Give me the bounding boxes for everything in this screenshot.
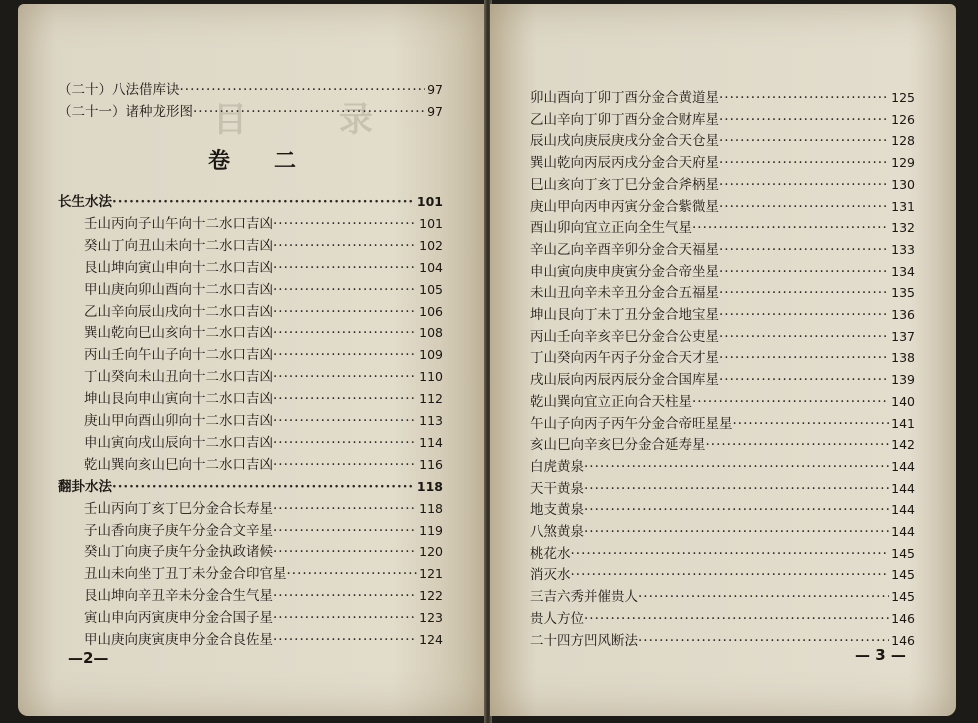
toc-leader-dots (719, 177, 889, 193)
toc-entry (84, 431, 443, 451)
toc-leader-dots (638, 589, 889, 605)
toc-entry-page: 113 (419, 413, 443, 428)
toc-entry-title: 乙山辛向辰山戌向十二水口吉凶 (84, 303, 273, 320)
toc-entry (530, 195, 915, 215)
toc-leader-dots (692, 394, 889, 410)
toc-entry-page: 120 (419, 544, 443, 560)
toc-leader-dots (733, 416, 890, 432)
toc-leader-dots (273, 238, 417, 254)
toc-leader-dots (112, 479, 415, 495)
toc-entry-title: 甲山庚向庚寅庚申分金合良佐星 (84, 632, 273, 648)
toc-entry-title: 翻卦水法 (58, 478, 112, 495)
toc-entry-page: 125 (891, 90, 915, 105)
toc-entry (530, 433, 915, 453)
toc-entry-page: 108 (419, 325, 443, 341)
toc-entry (84, 628, 443, 648)
toc-entry-page: 145 (891, 567, 915, 583)
toc-entry-title: 桃花水 (530, 545, 571, 562)
toc-entry (530, 390, 915, 410)
toc-leader-dots (273, 260, 417, 276)
toc-leader-dots (112, 194, 415, 210)
toc-entry (530, 108, 915, 128)
toc-leader-dots (571, 546, 890, 562)
toc-leader-dots (719, 199, 889, 215)
toc-entry-page: 119 (419, 522, 443, 538)
toc-entry-title: 子山香向庚子庚午分金合文辛星 (84, 522, 273, 539)
toc-entry-title: 辰山戌向庚辰庚戌分金合天仓星 (530, 133, 719, 150)
toc-entry (58, 190, 443, 210)
toc-leader-dots (273, 216, 417, 232)
toc-entry-title: 申山寅向戌山辰向十二水口吉凶 (84, 434, 273, 451)
toc-leader-dots (273, 369, 417, 385)
toc-entry-title: 庚山甲向酉山卯向十二水口吉凶 (84, 413, 273, 429)
toc-entry-title: 癸山丁向庚子庚午分金执政诸候 (84, 544, 273, 561)
toc-entry (84, 365, 443, 385)
toc-leader-dots (273, 588, 417, 604)
toc-entry-title: 寅山申向丙寅庚申分金合国子星 (84, 610, 273, 627)
toc-entry-page: 101 (419, 215, 443, 231)
toc-entry-page: 144 (891, 502, 915, 518)
toc-entry-title: 巽山乾向丙辰丙戌分金合天府星 (530, 155, 719, 172)
toc-leader-dots (273, 544, 417, 560)
toc-entry-title: 卯山酉向丁卯丁酉分金合黄道星 (530, 90, 719, 106)
toc-entry-page: 118 (419, 500, 443, 516)
toc-entry (84, 519, 443, 539)
toc-leader-dots (273, 413, 417, 429)
toc-entry-title: （二十）八法借库诀 (58, 82, 180, 98)
toc-entry-title: 艮山坤向寅山申向十二水口吉凶 (84, 259, 273, 276)
toc-entry (58, 100, 443, 120)
toc-entry-page: 106 (419, 303, 443, 319)
toc-entry-page: 112 (419, 391, 443, 407)
toc-entry-title: 贵人方位 (530, 610, 584, 627)
toc-entry-title: 庚山甲向丙申丙寅分金合紫微星 (530, 198, 719, 215)
toc-entry (530, 151, 915, 171)
toc-entry-page: 146 (891, 610, 915, 626)
toc-leader-dots (692, 220, 889, 236)
toc-leader-dots (719, 285, 889, 301)
toc-leader-dots (638, 633, 889, 649)
toc-entry-title: 天干黄泉 (530, 480, 584, 497)
toc-leader-dots (719, 264, 889, 280)
toc-entry-page: 135 (891, 285, 915, 301)
toc-entry-page: 136 (891, 307, 915, 322)
volume-heading (208, 144, 300, 175)
toc-entry-page: 132 (891, 220, 915, 236)
toc-entry-title: 巳山亥向丁亥丁巳分金合斧柄星 (530, 176, 719, 193)
toc-entry (84, 540, 443, 560)
toc-entry-page: 123 (419, 610, 443, 626)
toc-entry (530, 412, 915, 432)
toc-leader-dots (273, 325, 417, 341)
toc-entry-title: 地支黄泉 (530, 502, 584, 519)
toc-entry-title: 壬山丙向子山午向十二水口吉凶 (84, 215, 273, 232)
toc-leader-dots (719, 372, 889, 388)
toc-entry (530, 455, 915, 475)
toc-leader-dots (287, 566, 418, 582)
toc-entry-page: 133 (891, 241, 915, 257)
toc-entry (84, 212, 443, 232)
toc-leader-dots (719, 329, 889, 345)
toc-entry-title: 丙山壬向辛亥辛巳分金合公吏星 (530, 328, 719, 345)
toc-entry-title: 乾山巽向宜立正向合天柱星 (530, 393, 692, 410)
toc-entry (84, 256, 443, 276)
toc-entry-title: 丙山壬向午山子向十二水口吉凶 (84, 347, 273, 364)
toc-entry-page: 130 (891, 176, 915, 192)
toc-entry (530, 238, 915, 258)
left-page (18, 4, 486, 716)
toc-entry-page: 140 (891, 393, 915, 409)
toc-entry (530, 368, 915, 388)
toc-entry (530, 325, 915, 345)
toc-entry-page: 104 (419, 259, 443, 275)
toc-entry (530, 477, 915, 497)
toc-entry-title: 巽山乾向巳山亥向十二水口吉凶 (84, 325, 273, 342)
toc-entry-title: 甲山庚向卯山酉向十二水口吉凶 (84, 281, 273, 298)
toc-entry (530, 303, 915, 323)
toc-entry-page: 101 (416, 194, 443, 209)
toc-entry-title: 二十四方凹风断法 (530, 632, 638, 649)
toc-entry (530, 585, 915, 605)
toc-entry-title: 乾山巽向亥山巳向十二水口吉凶 (84, 456, 273, 473)
toc-leader-dots (584, 459, 889, 475)
toc-entry (530, 281, 915, 301)
toc-leader-dots (584, 611, 889, 627)
toc-entry-page: 145 (891, 589, 915, 605)
toc-entry-title: 亥山巳向辛亥巳分金合延寿星 (530, 437, 706, 454)
toc-leader-dots (571, 567, 890, 583)
volume-heading-char: 卷 (208, 149, 235, 174)
toc-entry (530, 86, 915, 106)
ghost-show-through: 目 录 (213, 100, 413, 140)
toc-leader-dots (584, 502, 889, 518)
toc-entry-title: 丑山未向坐丁丑丁未分金合印官星 (84, 566, 287, 583)
toc-entry-page: 128 (891, 133, 915, 149)
toc-entry-page: 122 (419, 588, 443, 604)
toc-entry-page: 121 (419, 566, 443, 582)
toc-entry-page: 134 (891, 263, 915, 279)
toc-entry-page: 142 (891, 437, 915, 453)
toc-entry (530, 520, 915, 540)
toc-entry-title: 三吉六秀并催贵人 (530, 589, 638, 606)
toc-leader-dots (719, 307, 889, 323)
toc-entry-page: 116 (419, 456, 443, 472)
toc-entry-title: 午山子向丙子丙午分金合帝旺星星 (530, 415, 733, 432)
toc-entry-title: 八煞黄泉 (530, 524, 584, 540)
toc-entry (530, 542, 915, 562)
toc-entry (84, 606, 443, 626)
toc-leader-dots (584, 481, 889, 497)
toc-leader-dots (273, 457, 417, 473)
toc-entry-title: 丁山癸向丙午丙子分金合天才星 (530, 350, 719, 367)
toc-leader-dots (273, 523, 417, 539)
toc-leader-dots (273, 304, 417, 320)
toc-leader-dots (273, 282, 417, 298)
toc-entry-title: 未山丑向辛未辛丑分金合五福星 (530, 285, 719, 302)
toc-entry (84, 278, 443, 298)
toc-entry-title: 坤山艮向申山寅向十二水口吉凶 (84, 391, 273, 408)
toc-entry-page: 131 (891, 198, 915, 214)
toc-entry-title: 壬山丙向丁亥丁巳分金合长寿星 (84, 500, 273, 517)
toc-entry-page: 105 (419, 281, 443, 297)
volume-heading-char: 二 (274, 149, 301, 174)
toc-entry-page: 102 (419, 237, 443, 253)
toc-leader-dots (273, 501, 417, 517)
toc-leader-dots (273, 435, 417, 451)
toc-entry (530, 260, 915, 280)
toc-leader-dots (584, 524, 889, 540)
toc-entry (530, 607, 915, 627)
toc-entry-page: 145 (891, 545, 915, 561)
toc-entry-title: 长生水法 (58, 194, 112, 210)
toc-entry (84, 343, 443, 363)
right-page (490, 4, 956, 716)
toc-entry-page: 137 (891, 328, 915, 344)
toc-entry (84, 234, 443, 254)
toc-entry-title: 申山寅向庚申庚寅分金合帝坐星 (530, 263, 719, 280)
toc-entry-page: 141 (891, 415, 915, 431)
toc-entry (530, 346, 915, 366)
page-number-left: —2— (68, 649, 109, 667)
toc-entry (84, 409, 443, 429)
toc-leader-dots (273, 632, 417, 648)
toc-entry-page: 114 (419, 434, 443, 450)
toc-entry (84, 497, 443, 517)
page-number-right: — 3 — (855, 646, 906, 664)
toc-entry (84, 562, 443, 582)
toc-leader-dots (719, 242, 889, 258)
toc-entry-page: 97 (427, 82, 443, 97)
toc-entry-page: 138 (891, 350, 915, 366)
toc-entry-page: 146 (891, 632, 915, 648)
toc-entry-page: 139 (891, 372, 915, 388)
toc-entry-title: 酉山卯向宜立正向全生气星 (530, 220, 692, 237)
toc-entry-page: 144 (891, 458, 915, 474)
toc-entry-page: 144 (891, 480, 915, 496)
toc-leader-dots (706, 437, 890, 453)
toc-entry (530, 173, 915, 193)
toc-leader-dots (719, 90, 889, 106)
toc-entry-page: 110 (419, 369, 443, 385)
toc-entry (58, 475, 443, 495)
toc-leader-dots (273, 610, 417, 626)
toc-entry-title: 戌山辰向丙辰丙辰分金合国库星 (530, 372, 719, 389)
toc-entry-title: （二十一）诸种龙形图 (58, 104, 193, 120)
toc-entry-page: 124 (419, 632, 443, 647)
toc-leader-dots (719, 133, 889, 149)
toc-entry-title: 坤山艮向丁未丁丑分金合地宝星 (530, 307, 719, 323)
toc-entry (58, 78, 443, 98)
toc-leader-dots (719, 112, 889, 128)
toc-leader-dots (273, 347, 417, 363)
toc-leader-dots (719, 155, 889, 171)
toc-entry-title: 乙山辛向丁卯丁酉分金合财库星 (530, 111, 719, 128)
toc-entry (530, 563, 915, 583)
toc-entry (84, 584, 443, 604)
toc-entry (84, 453, 443, 473)
toc-entry-title: 消灭水 (530, 567, 571, 584)
toc-entry-title: 艮山坤向辛丑辛未分金合生气星 (84, 588, 273, 605)
toc-entry (530, 498, 915, 518)
toc-entry-page: 126 (891, 111, 915, 127)
toc-entry-title: 癸山丁向丑山未向十二水口吉凶 (84, 237, 273, 254)
toc-entry (530, 216, 915, 236)
toc-entry-page: 109 (419, 347, 443, 363)
toc-entry (84, 321, 443, 341)
toc-entry-page: 97 (427, 104, 443, 119)
toc-entry-page: 129 (891, 155, 915, 171)
toc-entry (84, 300, 443, 320)
toc-entry (530, 129, 915, 149)
toc-entry-page: 118 (416, 478, 443, 494)
toc-leader-dots (273, 391, 417, 407)
toc-leader-dots (193, 104, 425, 120)
toc-entry-title: 白虎黄泉 (530, 458, 584, 475)
toc-entry-title: 丁山癸向未山丑向十二水口吉凶 (84, 369, 273, 386)
toc-leader-dots (180, 82, 426, 98)
toc-entry-page: 144 (891, 524, 915, 539)
toc-leader-dots (719, 350, 889, 366)
toc-entry-title: 辛山乙向辛酉辛卯分金合天福星 (530, 241, 719, 258)
toc-entry (84, 387, 443, 407)
